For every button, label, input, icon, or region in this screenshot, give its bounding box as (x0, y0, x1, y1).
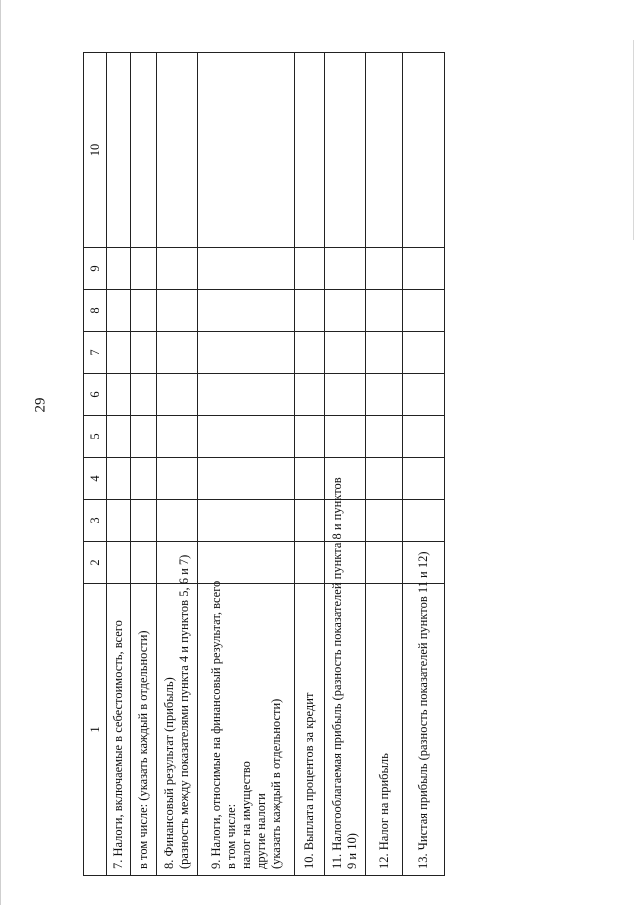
column-header: 2 (84, 542, 107, 584)
table-cell (198, 500, 295, 542)
table-cell (107, 416, 131, 458)
table-cell (157, 374, 198, 416)
table-cell (107, 542, 131, 584)
table-row (366, 53, 403, 876)
row-label-line: 13. Чистая прибыль (разность показателей пунктов 11 и 12) (416, 551, 430, 869)
table-cell (198, 458, 295, 500)
column-header: 8 (84, 290, 107, 332)
row-label-line: другие налоги (253, 793, 268, 869)
table-cell (366, 458, 403, 500)
table-row (198, 53, 295, 876)
row-label-line: налог на имущество (238, 761, 253, 869)
table-cell (198, 53, 295, 248)
table-cell (295, 53, 325, 248)
row-label-line: 7. Налоги, включаемые в себестоимость, всего (111, 620, 125, 869)
table-cell (198, 542, 295, 584)
table-cell (366, 332, 403, 374)
table-cell (366, 542, 403, 584)
table-cell (403, 374, 445, 416)
table-cell (198, 332, 295, 374)
row-label (325, 477, 366, 876)
table-cell (131, 416, 157, 458)
table-cell (295, 332, 325, 374)
header-row (84, 53, 107, 876)
rotated-table-wrapper (83, 53, 444, 876)
column-header: 1 (84, 584, 107, 876)
table-cell (366, 416, 403, 458)
table-cell (295, 458, 325, 500)
table-cell (157, 500, 198, 542)
row-label-line: в том числе: (223, 803, 238, 869)
row-label-line: 9 и 10) (345, 833, 359, 869)
row-label (107, 584, 131, 876)
row-label-line: 12. Налог на прибыль (376, 753, 391, 869)
table-cell (157, 416, 198, 458)
table-cell (403, 248, 445, 290)
table-cell (131, 458, 157, 500)
table-cell (107, 248, 131, 290)
table-cell (198, 290, 295, 332)
row-label-line: в том числе: (указать каждый в отдельности) (136, 630, 150, 869)
table-cell (403, 500, 445, 542)
table-cell (131, 53, 157, 248)
row-label-line: (разность между показателями пункта 4 и пунктов 5, 6 и 7) (177, 554, 191, 869)
table-cell (295, 248, 325, 290)
row-label (403, 551, 445, 876)
table-cell (157, 290, 198, 332)
table-cell (157, 53, 198, 248)
row-label (295, 584, 325, 876)
table-cell (295, 416, 325, 458)
row-label (198, 580, 295, 876)
table-cell (295, 542, 325, 584)
table-cell (366, 290, 403, 332)
table-cell (198, 248, 295, 290)
table-cell (325, 332, 366, 374)
table-row (403, 53, 445, 876)
indicators-table (83, 52, 445, 876)
table-row (131, 53, 157, 876)
row-label (131, 584, 157, 876)
table-cell (366, 374, 403, 416)
column-header: 10 (84, 53, 107, 248)
page-number: 29 (32, 397, 49, 413)
column-header: 6 (84, 374, 107, 416)
row-label (157, 554, 198, 876)
table-cell (198, 374, 295, 416)
table-row (157, 53, 198, 876)
table-cell (295, 290, 325, 332)
table-cell (366, 248, 403, 290)
table-row (295, 53, 325, 876)
table-cell (325, 290, 366, 332)
table-cell (107, 458, 131, 500)
table-cell (198, 416, 295, 458)
column-header: 9 (84, 248, 107, 290)
table-cell (366, 500, 403, 542)
table-cell (325, 416, 366, 458)
table-row (325, 53, 366, 876)
table-cell (403, 290, 445, 332)
table-cell (325, 248, 366, 290)
column-header: 4 (84, 458, 107, 500)
table-cell (403, 458, 445, 500)
table-cell (403, 416, 445, 458)
table-cell (325, 374, 366, 416)
row-label (366, 584, 403, 876)
table-cell (131, 248, 157, 290)
table-cell (295, 374, 325, 416)
column-header: 7 (84, 332, 107, 374)
table-cell (366, 53, 403, 248)
row-label-line: 9. Налоги, относимые на финансовый результат, всего (208, 580, 223, 869)
table-cell (107, 290, 131, 332)
table-cell (131, 374, 157, 416)
table-cell (295, 500, 325, 542)
row-label-line: 8. Финансовый результат (прибыль) (162, 677, 176, 869)
table-cell (131, 290, 157, 332)
column-header: 5 (84, 416, 107, 458)
column-header: 3 (84, 500, 107, 542)
table-cell (107, 53, 131, 248)
row-label-line: 10. Выплата процентов за кредит (302, 692, 316, 869)
scan-edge (0, 0, 1, 905)
table-row (107, 53, 131, 876)
table-cell (403, 332, 445, 374)
row-label-line: (указать каждый в отдельности) (268, 698, 283, 869)
table-cell (325, 53, 366, 248)
row-label-line: 11. Налогооблагаемая прибыль (разность показателей пункта 8 и пунктов (330, 477, 344, 869)
table-cell (157, 458, 198, 500)
table-cell (157, 332, 198, 374)
table-cell (131, 542, 157, 584)
scan-edge-right (633, 40, 634, 240)
table-cell (157, 248, 198, 290)
table-cell (107, 332, 131, 374)
table-cell (107, 500, 131, 542)
table-cell (403, 53, 445, 248)
table-cell (107, 374, 131, 416)
table-cell (131, 332, 157, 374)
table-cell (131, 500, 157, 542)
